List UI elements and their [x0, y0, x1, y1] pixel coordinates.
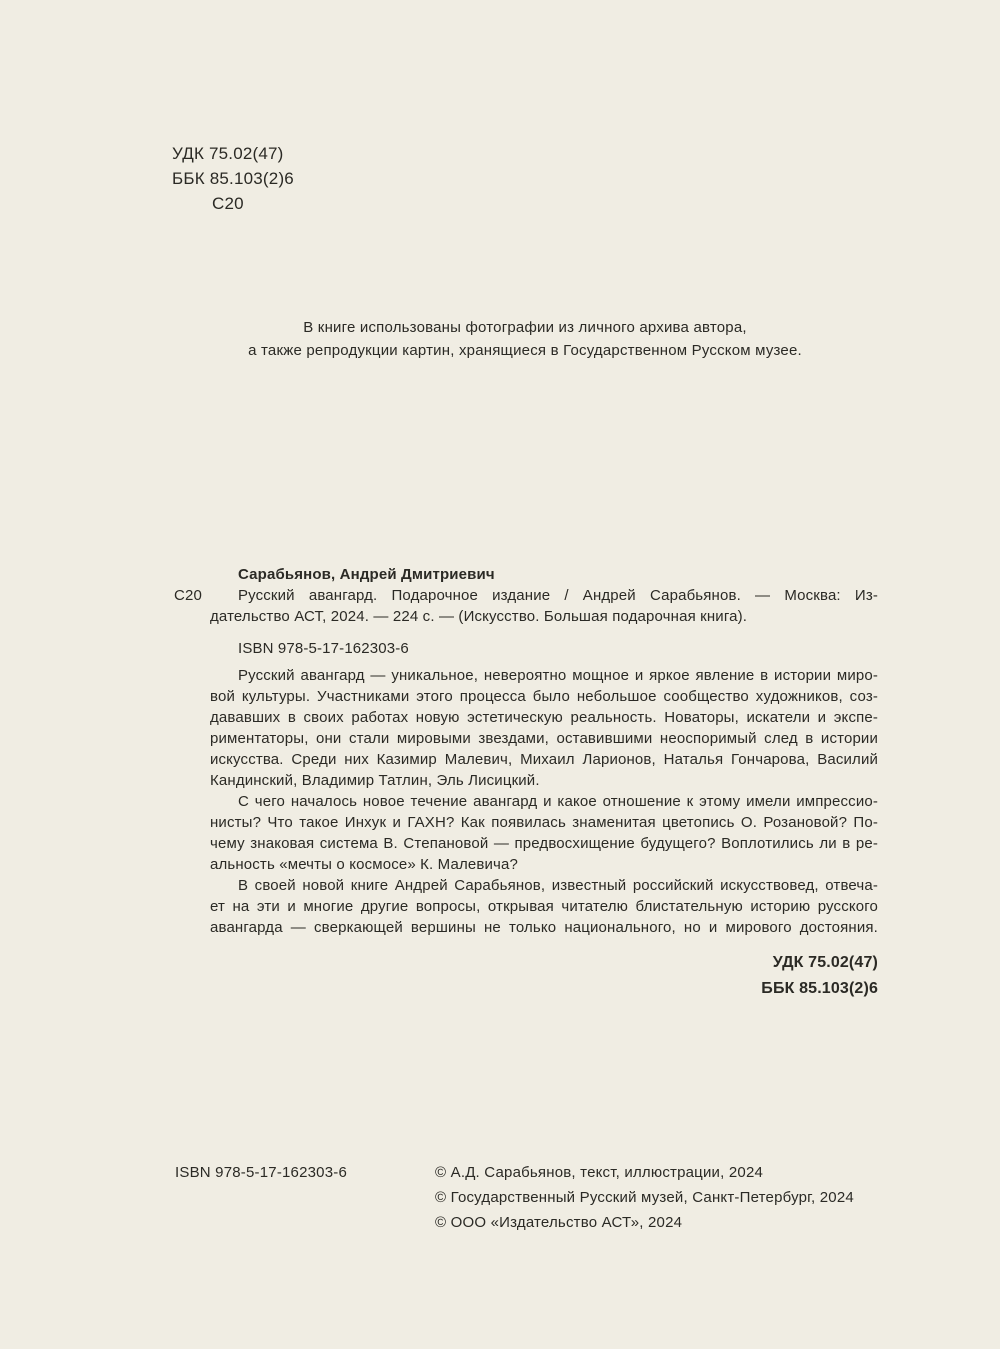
photo-credit-line-2: а также репродукции картин, хранящиеся в Государственном Русском музее. — [248, 342, 802, 359]
photo-credit-line-1: В книге использованы фотографии из личного архива автора, — [303, 319, 747, 336]
annotation-line: В своей новой книге Андрей Сарабьянов, известный российский искусствовед, отвеча- — [238, 877, 878, 894]
annotation-line: С чего началось новое течение авангард и какое отношение к этому имели импрессио- — [238, 793, 878, 810]
copyright-line: © А.Д. Сарабьянов, текст, иллюстрации, 2024 — [435, 1164, 764, 1181]
isbn-number: ISBN 978-5-17-162303-6 — [238, 640, 409, 657]
bib-line: Русский авангард. Подарочное издание / Андрей Сарабьянов. — Москва: Из- — [238, 587, 878, 604]
annotation-paragraph-2 — [210, 791, 878, 875]
copyright-line: © Государственный Русский музей, Санкт-Петербург, 2024 — [435, 1189, 854, 1206]
annotation-paragraph-3 — [210, 875, 878, 938]
annotation-line: искусства. Среди них Казимир Малевич, Михаил Ларионов, Наталья Гончарова, Василий — [210, 751, 878, 768]
bbk-number-right: ББК 85.103(2)6 — [761, 980, 878, 997]
author-code-margin: С20 — [174, 587, 202, 604]
annotation-line: риментаторы, они стали мировыми звездами, оставившими неоспоримый след в истории — [210, 730, 878, 747]
bbk-number-top: ББК 85.103(2)6 — [172, 169, 294, 188]
classification-block-right — [210, 950, 878, 1002]
author-heading: Сарабьянов, Андрей Дмитриевич — [238, 566, 495, 583]
copyright-line: © ООО «Издательство АСТ», 2024 — [435, 1214, 683, 1231]
cataloging-block-top — [172, 141, 294, 216]
annotation-paragraph-1 — [210, 665, 878, 791]
author-code-top: С20 — [212, 194, 244, 213]
main-text-column — [174, 564, 878, 1002]
isbn-number-bottom: ISBN 978-5-17-162303-6 — [175, 1164, 348, 1181]
annotation-line: дававших в своих работах новую эстетическую реальность. Новаторы, искатели и экспе- — [210, 709, 878, 726]
annotation-line: Русский авангард — уникальное, невероятно мощное и яркое явление в истории миро- — [238, 667, 878, 684]
udk-number-top: УДК 75.02(47) — [172, 144, 284, 163]
bib-line: дательство АСТ, 2024. — 224 с. — (Искусство. Большая подарочная книга). — [210, 608, 748, 625]
annotation-line: чему знаковая система В. Степановой — предвосхищение будущего? Воплотились ли в ре- — [210, 835, 878, 852]
annotation-line: нисты? Что такое Инхук и ГАХН? Как появилась знаменитая цветопись О. Розановой? По- — [210, 814, 878, 831]
annotation-line: Кандинский, Владимир Татлин, Эль Лисицкий. — [210, 772, 540, 789]
annotation-line: альность «мечты о космосе» К. Малевича? — [210, 856, 518, 873]
udk-number-right: УДК 75.02(47) — [772, 954, 878, 971]
photo-credit — [175, 316, 875, 362]
annotation-line: вой культуры. Участниками этого процесса было небольшое сообщество художников, соз- — [210, 688, 878, 705]
bibliographic-description — [174, 585, 878, 627]
copyright-block — [435, 1160, 885, 1235]
footer-imprint — [175, 1160, 885, 1235]
annotation-line: ет на эти и многие другие вопросы, открывая читателю блистательную историю русского — [210, 898, 878, 915]
annotation-line: авангарда — сверкающей вершины не только национального, но и мирового достояния. — [210, 919, 878, 936]
